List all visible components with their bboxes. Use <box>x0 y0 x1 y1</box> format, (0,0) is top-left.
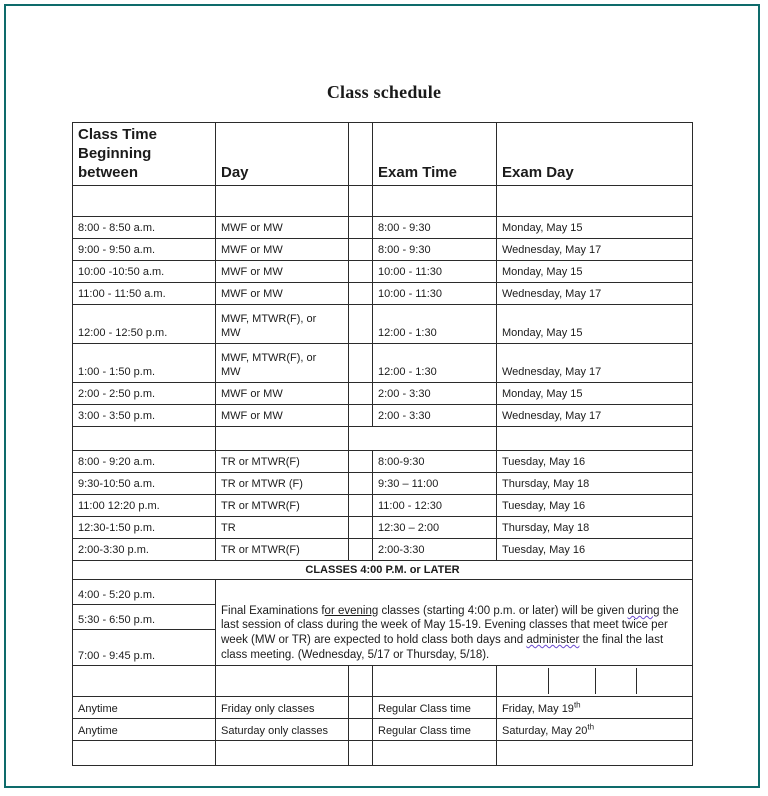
cell-gap <box>349 696 373 718</box>
cell-exam-day-ordinal: th <box>587 721 595 731</box>
cell-day-line2: MW <box>221 366 241 379</box>
spacer-cell <box>216 740 349 765</box>
header-exam-day: Exam Day <box>497 123 693 186</box>
cell-gap <box>349 304 373 343</box>
cell-class-time: 5:30 - 6:50 p.m. <box>73 604 216 629</box>
cell-day: MWF or MW <box>216 382 349 404</box>
spacer-cell-subdivided <box>497 665 693 696</box>
cell-day-line2: MW <box>221 327 241 340</box>
class-schedule-table <box>72 122 693 766</box>
header-sub-blank-5 <box>497 185 693 216</box>
spacer-cell <box>373 740 497 765</box>
subdivider <box>549 668 596 694</box>
cell-class-time: 8:00 - 8:50 a.m. <box>73 216 216 238</box>
cell-exam-day: Wednesday, May 17 <box>497 343 693 382</box>
cell-day: Saturday only classes <box>216 718 349 740</box>
cell-day: TR or MTWR(F) <box>216 494 349 516</box>
header-spacer-col <box>349 123 373 186</box>
subdivider-group <box>502 668 687 694</box>
spacer-cell <box>497 426 693 450</box>
table-row <box>73 696 693 718</box>
cell-day <box>216 304 349 343</box>
header-day: Day <box>216 123 349 186</box>
cell-exam-time: Regular Class time <box>373 696 497 718</box>
cell-exam-day: Monday, May 15 <box>497 260 693 282</box>
table-row <box>73 718 693 740</box>
spacer-cell <box>73 665 216 696</box>
header-class-time-line3: between <box>78 164 139 182</box>
evening-note-underline-1: or evening <box>324 604 379 617</box>
cell-class-time: 12:00 - 12:50 p.m. <box>73 304 216 343</box>
table-row <box>73 404 693 426</box>
evening-note-part4: the final the last class meeting. (Wednesday, 5/17 or Thursday, 5/18). <box>221 634 664 661</box>
cell-exam-day: Thursday, May 18 <box>497 472 693 494</box>
spacer-cell <box>349 740 373 765</box>
subdivider <box>502 668 549 694</box>
table-row <box>73 260 693 282</box>
cell-gap <box>349 494 373 516</box>
cell-exam-time: 2:00 - 3:30 <box>373 382 497 404</box>
cell-exam-time: 8:00 - 9:30 <box>373 238 497 260</box>
cell-day: TR or MTWR(F) <box>216 538 349 560</box>
cell-day: Friday only classes <box>216 696 349 718</box>
table-row <box>73 494 693 516</box>
subdivider <box>596 668 637 694</box>
evening-note-squiggle-1: during <box>627 604 660 617</box>
cell-exam-day: Monday, May 15 <box>497 216 693 238</box>
cell-class-time: 11:00 12:20 p.m. <box>73 494 216 516</box>
header-sub-blank-4 <box>373 185 497 216</box>
spacer-cell-merged <box>349 426 497 450</box>
table-row <box>73 238 693 260</box>
table-row <box>73 382 693 404</box>
evening-note-part2: classes (starting 4:00 p.m. or later) will be given <box>378 604 628 617</box>
cell-class-time: 4:00 - 5:20 p.m. <box>73 579 216 604</box>
cell-exam-day: Tuesday, May 16 <box>497 450 693 472</box>
cell-class-time: 9:00 - 9:50 a.m. <box>73 238 216 260</box>
cell-exam-time: 12:00 - 1:30 <box>373 343 497 382</box>
cell-gap <box>349 238 373 260</box>
cell-class-time: 1:00 - 1:50 p.m. <box>73 343 216 382</box>
cell-exam-time: 12:00 - 1:30 <box>373 304 497 343</box>
cell-class-time: 3:00 - 3:50 p.m. <box>73 404 216 426</box>
evening-note-squiggle-2: administer <box>526 634 580 647</box>
cell-exam-time: 9:30 – 11:00 <box>373 472 497 494</box>
spacer-cell <box>373 665 497 696</box>
cell-exam-day-text: Saturday, May 20 <box>502 724 588 737</box>
header-sub-blank-2 <box>216 185 349 216</box>
cell-exam-time: 12:30 – 2:00 <box>373 516 497 538</box>
spacer-cell <box>73 426 216 450</box>
cell-exam-time: 2:00-3:30 <box>373 538 497 560</box>
cell-exam-day: Wednesday, May 17 <box>497 238 693 260</box>
cell-class-time: 11:00 - 11:50 a.m. <box>73 282 216 304</box>
cell-class-time: 2:00-3:30 p.m. <box>73 538 216 560</box>
table-header-subrow <box>73 185 693 216</box>
table-row <box>73 343 693 382</box>
header-sub-blank-1 <box>73 185 216 216</box>
cell-gap <box>349 472 373 494</box>
cell-gap <box>349 216 373 238</box>
cell-day <box>216 343 349 382</box>
evening-note <box>216 579 693 665</box>
cell-class-time: Anytime <box>73 696 216 718</box>
cell-exam-time: 8:00-9:30 <box>373 450 497 472</box>
cell-gap <box>349 718 373 740</box>
spacer-cell <box>216 426 349 450</box>
table-row <box>73 216 693 238</box>
cell-exam-day-ordinal: th <box>573 699 581 709</box>
cell-day: TR or MTWR (F) <box>216 472 349 494</box>
cell-exam-time: Regular Class time <box>373 718 497 740</box>
header-class-time-line1: Class Time <box>78 126 157 143</box>
table-row <box>73 472 693 494</box>
evening-note-part1: Final Examinations f <box>221 604 325 617</box>
table-row <box>73 579 693 604</box>
cell-exam-day: Wednesday, May 17 <box>497 282 693 304</box>
cell-day: MWF or MW <box>216 238 349 260</box>
table-row <box>73 516 693 538</box>
cell-day: TR <box>216 516 349 538</box>
cell-class-time: 8:00 - 9:20 a.m. <box>73 450 216 472</box>
cell-class-time: Anytime <box>73 718 216 740</box>
page-frame <box>4 4 760 788</box>
cell-exam-day: Monday, May 15 <box>497 304 693 343</box>
cell-exam-time: 10:00 - 11:30 <box>373 282 497 304</box>
cell-day-line1: MWF, MTWR(F), or <box>221 352 317 365</box>
cell-exam-time: 10:00 - 11:30 <box>373 260 497 282</box>
cell-exam-day <box>497 718 693 740</box>
cell-exam-time: 8:00 - 9:30 <box>373 216 497 238</box>
cell-day: MWF or MW <box>216 404 349 426</box>
spacer-cell <box>349 665 373 696</box>
table-row <box>73 304 693 343</box>
cell-day-line1: MWF, MTWR(F), or <box>221 313 317 326</box>
cell-exam-day: Monday, May 15 <box>497 382 693 404</box>
cell-gap <box>349 450 373 472</box>
cell-class-time: 12:30-1:50 p.m. <box>73 516 216 538</box>
header-exam-time: Exam Time <box>373 123 497 186</box>
cell-gap <box>349 282 373 304</box>
page-title: Class schedule <box>326 82 442 102</box>
cell-gap <box>349 260 373 282</box>
cell-class-time: 7:00 - 9:45 p.m. <box>73 629 216 665</box>
cell-day: MWF or MW <box>216 282 349 304</box>
cell-gap <box>349 382 373 404</box>
table-row <box>73 538 693 560</box>
evening-note-part3: the last session of class during the week of May 15-19. Evening classes that meet twice per week (MW or TR) are expected to hold class both days and <box>221 604 679 647</box>
spacer-cell <box>497 740 693 765</box>
cell-class-time: 10:00 -10:50 a.m. <box>73 260 216 282</box>
cell-exam-time: 11:00 - 12:30 <box>373 494 497 516</box>
cell-day: TR or MTWR(F) <box>216 450 349 472</box>
cell-exam-day: Tuesday, May 16 <box>497 494 693 516</box>
cell-exam-day: Wednesday, May 17 <box>497 404 693 426</box>
spacer-row <box>73 426 693 450</box>
cell-class-time: 9:30-10:50 a.m. <box>73 472 216 494</box>
cell-exam-day <box>497 696 693 718</box>
header-class-time <box>73 123 216 186</box>
cell-exam-day-text: Friday, May 19 <box>502 702 574 715</box>
cell-class-time: 2:00 - 2:50 p.m. <box>73 382 216 404</box>
cell-gap <box>349 404 373 426</box>
spacer-row <box>73 665 693 696</box>
header-sub-blank-3 <box>349 185 373 216</box>
evening-banner: CLASSES 4:00 P.M. or LATER <box>73 560 693 579</box>
evening-banner-row <box>73 560 693 579</box>
cell-day: MWF or MW <box>216 260 349 282</box>
table-header-row <box>73 123 693 186</box>
cell-gap <box>349 538 373 560</box>
table-row <box>73 282 693 304</box>
spacer-row <box>73 740 693 765</box>
cell-day: MWF or MW <box>216 216 349 238</box>
spacer-cell <box>73 740 216 765</box>
table-row <box>73 450 693 472</box>
header-class-time-line2: Beginning <box>78 145 152 163</box>
cell-gap <box>349 343 373 382</box>
cell-exam-day: Thursday, May 18 <box>497 516 693 538</box>
cell-gap <box>349 516 373 538</box>
cell-exam-day: Tuesday, May 16 <box>497 538 693 560</box>
spacer-cell <box>216 665 349 696</box>
cell-exam-time: 2:00 - 3:30 <box>373 404 497 426</box>
